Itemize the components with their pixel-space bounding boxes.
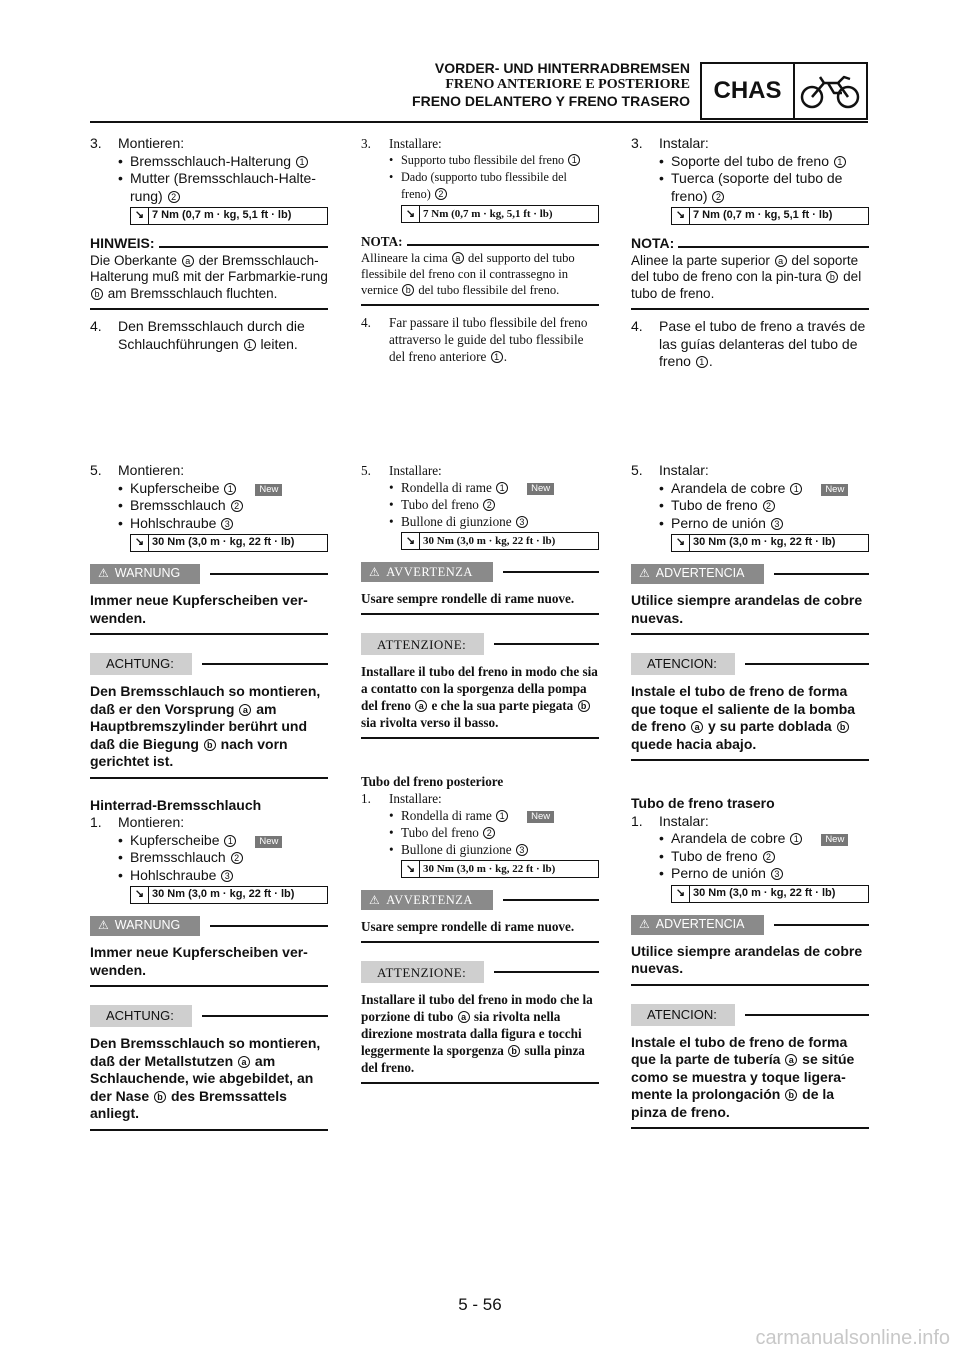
step-5: 5. Installare:: [361, 463, 442, 478]
torque-spec: ↘ 7 Nm (0,7 m · kg, 5,1 ft · lb): [671, 207, 869, 225]
caution-text: Den Bremsschlauch so montieren, daß der Metallstutzen a am Schlauchende, wie abgebildet, an der Nase b des Bremssattels anliegt.: [90, 1035, 321, 1121]
page-header-titles: [412, 60, 690, 109]
warning-heading: ⚠ ADVERTENCIA: [631, 915, 869, 935]
note-heading: HINWEIS:: [90, 235, 328, 253]
step-3: [90, 135, 328, 153]
step-3: 3. Installare:: [361, 136, 442, 151]
step-5: 5. Instalar:: [631, 462, 709, 478]
list-item: • Hohlschraube 3: [118, 515, 328, 533]
divider: [361, 941, 599, 943]
warning-heading: ⚠ ADVERTENCIA: [631, 564, 869, 584]
warning-icon: ⚠: [369, 892, 381, 907]
new-badge: New: [527, 811, 554, 823]
wrench-icon: ↘: [402, 206, 420, 222]
warning-text: Utilice siempre arandelas de cobre nuevas.: [631, 942, 863, 976]
divider: [90, 777, 328, 779]
caution-heading: ATTENZIONE:: [361, 961, 599, 983]
list-item: • Kupferscheibe 1 New: [118, 832, 328, 850]
warning-icon: ⚠: [98, 566, 109, 581]
step-3: 3. Instalar:: [631, 135, 709, 151]
page-number: 5 - 56: [458, 1295, 502, 1314]
torque-spec: ↘ 30 Nm (3,0 m · kg, 22 ft · lb): [671, 885, 869, 903]
caution-text: Den Bremsschlauch so montieren, daß er den Vorsprung a am Hauptbremszylinder berührt und daß die Biegung b nach vorn gerichtet ist.: [90, 683, 321, 769]
caution-heading: ACHTUNG:: [90, 1005, 328, 1027]
warning-text: Immer neue Kupferscheiben ver-wenden.: [90, 592, 308, 626]
warning-icon: ⚠: [639, 566, 650, 581]
torque-spec: ↘ 7 Nm (0,7 m · kg, 5,1 ft · lb): [401, 205, 599, 223]
list-item: • Supporto tubo flessibile del freno 1: [389, 152, 599, 169]
column-it-lower: [361, 462, 599, 1092]
section-badge: [700, 62, 868, 120]
list-item: • Arandela de cobre 1 New: [659, 480, 869, 498]
caution-heading: ATTENZIONE:: [361, 633, 599, 655]
note-text: Allineare la cima a del supporto del tubo flessibile del freno con il contrassegno in vernice b del tubo flessibile del freno.: [361, 251, 575, 297]
list-item: • Tubo del freno 2: [389, 496, 599, 513]
caution-text: Instale el tubo de freno de forma que toque el saliente de la bomba de freno a y su parte doblada b quede hacia abajo.: [631, 683, 856, 752]
list-item: • Bremsschlauch 2: [118, 849, 328, 867]
warning-icon: ⚠: [639, 916, 650, 931]
list-item: • Tuerca (soporte del tubo de freno) 2: [659, 170, 843, 204]
motorcycle-icon: [795, 64, 866, 118]
list-item: • Bremsschlauch 2: [118, 497, 328, 515]
list-item: • Perno de unión 3: [659, 865, 869, 883]
list-item: • Rondella di rame 1 New: [389, 479, 599, 496]
wrench-icon: ↘: [402, 533, 420, 549]
divider: [361, 737, 599, 739]
divider: [90, 633, 328, 635]
list-item: • Rondella di rame 1 New: [389, 807, 599, 824]
list-item: • Bremsschlauch-Halterung 1: [118, 153, 328, 171]
title-it: FRENO ANTERIORE E POSTERIORE: [445, 77, 690, 92]
caution-text: Installare il tubo del freno in modo che la porzione di tubo a sia rivolta nella direzione mostrata dalla figura e tocchi leggermente la sporgenza b sulla pinza del freno.: [361, 992, 593, 1075]
torque-spec: ↘ 30 Nm (3,0 m · kg, 22 ft · lb): [401, 860, 599, 878]
list-item: • Tubo de freno 2: [659, 497, 869, 515]
list-item: • Kupferscheibe 1 New: [118, 480, 328, 498]
step-5: 5. Montieren:: [90, 462, 185, 478]
rear-step-1: 1. Installare:: [361, 791, 442, 806]
divider: [631, 1127, 869, 1129]
caution-text: Instale el tubo de freno de forma que la parte de tubería a se sitúe como se muestra y toque ligera-mente la prolongación b de la pinza de freno.: [631, 1033, 855, 1120]
divider: [631, 633, 869, 635]
new-badge: New: [821, 834, 848, 846]
new-badge: New: [527, 483, 554, 495]
divider: [361, 1082, 599, 1084]
warning-icon: ⚠: [369, 564, 381, 579]
new-badge: New: [255, 836, 282, 848]
torque-spec: ↘ 30 Nm (3,0 m · kg, 22 ft · lb): [401, 532, 599, 550]
step-number: 3.: [90, 135, 102, 151]
new-badge: New: [821, 484, 848, 496]
list-item: • Hohlschraube 3: [118, 867, 328, 885]
warning-text: Immer neue Kupferscheiben ver-wenden.: [90, 944, 308, 978]
divider: [90, 1129, 328, 1131]
list-item: • Bullone di giunzione 3: [389, 513, 599, 530]
caution-heading: ATENCION:: [631, 653, 869, 675]
section-code: CHAS: [702, 64, 795, 118]
rear-step-1: 1. Instalar:: [631, 812, 709, 829]
divider: [361, 304, 599, 306]
list-item: • Bullone di giunzione 3: [389, 841, 599, 858]
note-text: Die Oberkante a der Bremsschlauch-Halterung muß mit der Farbmarkie-rung b am Bremsschlauch fluchten.: [90, 252, 328, 301]
list-item: • Mutter (Bremsschlauch-Halte-rung) 2: [118, 170, 316, 204]
column-it: [361, 135, 599, 365]
note-heading: NOTA:: [361, 233, 599, 250]
warning-text: Utilice siempre arandelas de cobre nuevas.: [631, 592, 863, 626]
rear-hose-heading: Tubo del freno posteriore: [361, 774, 504, 789]
list-item: • Perno de unión 3: [659, 515, 869, 533]
list-item: • Arandela de cobre 1 New: [659, 830, 869, 848]
caution-text: Installare il tubo del freno in modo che sia a contatto con la sporgenza della pompa del freno a e che la sua parte piegata b sia rivolta verso il basso.: [361, 664, 598, 730]
warning-heading: ⚠ AVVERTENZA: [361, 562, 599, 582]
step-4: 4. Far passare il tubo flessibile del freno attraverso le guide del tubo flessibile del freno anteriore 1 .: [361, 315, 588, 364]
wrench-icon: ↘: [131, 887, 149, 903]
torque-spec: ↘ 30 Nm (3,0 m · kg, 22 ft · lb): [130, 534, 328, 552]
list-item: • Tubo del freno 2: [389, 824, 599, 841]
wrench-icon: ↘: [402, 861, 420, 877]
divider: [361, 613, 599, 615]
divider: [90, 985, 328, 987]
column-es: [631, 135, 869, 371]
torque-spec: ↘ 30 Nm (3,0 m · kg, 22 ft · lb): [130, 886, 328, 904]
new-badge: New: [255, 484, 282, 496]
step-4: 4. Den Bremsschlauch durch die Schlauchführungen 1 leiten.: [90, 318, 305, 352]
wrench-icon: ↘: [672, 886, 690, 902]
caution-heading: ATENCION:: [631, 1004, 869, 1026]
step-4: 4. Pase el tubo de freno a través de las guías delanteras del tubo de freno 1 .: [631, 318, 866, 369]
wrench-icon: ↘: [672, 208, 690, 224]
list-item: • Soporte del tubo de freno 1: [659, 153, 869, 171]
list-item: • Dado (supporto tubo flessibile del freno) 2: [389, 170, 567, 201]
column-de: [90, 135, 328, 353]
wrench-icon: ↘: [131, 535, 149, 551]
warning-text: Usare sempre rondelle di rame nuove.: [361, 919, 575, 934]
column-es-lower: [631, 462, 869, 1137]
wrench-icon: ↘: [131, 208, 149, 224]
warning-text: Usare sempre rondelle di rame nuove.: [361, 591, 575, 606]
rear-step-1: 1. Montieren:: [90, 814, 185, 830]
note-heading: NOTA:: [631, 235, 869, 253]
column-de-lower: [90, 462, 328, 1139]
title-es: FRENO DELANTERO Y FRENO TRASERO: [412, 93, 690, 109]
torque-spec: ↘ 7 Nm (0,7 m · kg, 5,1 ft · lb): [130, 207, 328, 225]
warning-icon: ⚠: [98, 918, 109, 933]
note-text: Alinee la parte superior a del soporte del tubo de freno con la pin-tura b del tubo de freno.: [631, 252, 862, 301]
torque-spec: ↘ 30 Nm (3,0 m · kg, 22 ft · lb): [671, 534, 869, 552]
divider: [90, 308, 328, 310]
title-de: VORDER- UND HINTERRADBREMSEN: [434, 60, 690, 76]
list-item: • Tubo de freno 2: [659, 848, 869, 866]
warning-heading: ⚠ WARNUNG: [90, 916, 328, 936]
warning-heading: ⚠ WARNUNG: [90, 564, 328, 584]
divider: [631, 759, 869, 761]
rear-hose-heading: Tubo de freno trasero: [631, 795, 775, 811]
warning-heading: ⚠ AVVERTENZA: [361, 890, 599, 910]
caution-heading: ACHTUNG:: [90, 653, 328, 675]
header-rule: [90, 121, 868, 123]
step-text: Montieren:: [118, 135, 185, 151]
wrench-icon: ↘: [672, 535, 690, 551]
watermark: carmanualsonline.info: [755, 1327, 950, 1349]
divider: [631, 984, 869, 986]
rear-hose-heading: Hinterrad-Bremsschlauch: [90, 796, 262, 813]
divider: [631, 308, 869, 310]
